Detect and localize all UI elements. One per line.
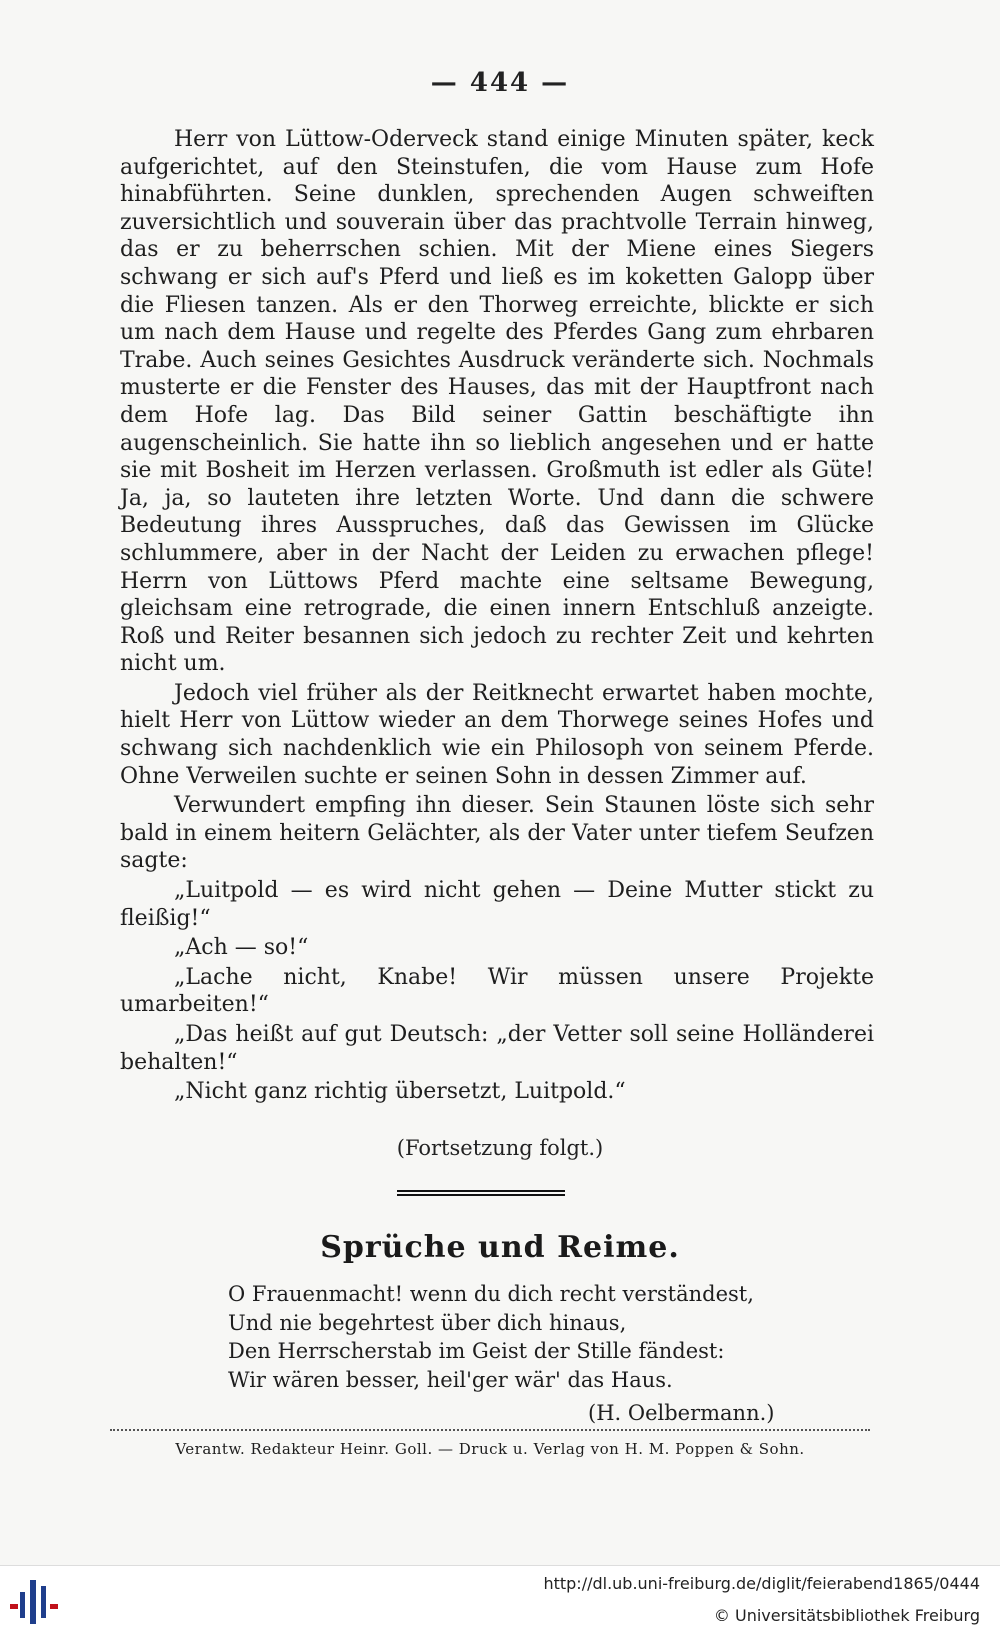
poem-author: (H. Oelbermann.) xyxy=(588,1401,775,1425)
section-separator xyxy=(397,1190,565,1196)
story-paragraph: Herr von Lüttow-Oderveck stand einige Minuten später, keck aufgerichtet, auf den Steinstufen, die vom Hause zum Hofe hinabführten. Seine dunklen, sprechenden Augen schweiften zuversichtlich und souverain über das prachtvolle Terrain hinweg, das er zu beherrschen schien. Mit der Miene eines Siegers schwang er sich auf's Pferd und ließ es im koketten Galopp über die Fliesen tanzen. Als er den Thorweg erreichte, blickte er sich um nach dem Hause und regelte des Pferdes Gang zum ehrbaren Trabe. Auch seines Gesichtes Ausdruck veränderte sich. Nochmals musterte er die Fenster des Hauses, das mit der Hauptfront nach dem Hofe lag. Das Bild seiner Gattin beschäftigte ihn augenscheinlich. Sie hatte ihn so lieblich angesehen und er hatte sie mit Bosheit im Herzen verlassen. Großmuth ist edler als Güte! Ja, ja, so lauteten ihre letzten Worte. Und dann die schwere Bedeutung ihres Ausspruches, daß das Gewissen im Glücke schlummere, aber in der Nacht der Leiden zu erwachen pflege! Herrn von Lüttows Pferd machte eine seltsame Bewegung, gleichsam eine retrograde, die einen innern Entschluß anzeigte. Roß und Reiter besannen sich jedoch zu rechter Zeit und kehrten nicht um. xyxy=(120,127,874,677)
story-dialogue: „Lache nicht, Knabe! Wir müssen unsere Projekte umarbeiten!“ xyxy=(120,964,874,1018)
dotted-rule xyxy=(110,1429,870,1431)
logo-bar xyxy=(50,1604,58,1609)
continuation-note: (Fortsetzung folgt.) xyxy=(396,1136,604,1160)
logo-bar xyxy=(10,1604,18,1609)
poem-line: Und nie begehrtest über dich hinaus, xyxy=(228,1310,627,1335)
logo-bar xyxy=(30,1580,36,1624)
poem-body xyxy=(228,1280,848,1394)
poem-title: Sprüche und Reime. xyxy=(320,1230,680,1265)
logo-bar xyxy=(20,1592,25,1618)
story-dialogue: „Ach — so!“ xyxy=(174,935,309,961)
story-paragraph: Jedoch viel früher als der Reitknecht erwartet haben mochte, hielt Herr von Lüttow wieder an dem Thorwege seines Hofes und schwang sich nachdenklich wie ein Philosoph von seinem Pferde. Ohne Verweilen suchte er seinen Sohn in dessen Zimmer auf. xyxy=(120,680,874,789)
poem-line: Wir wären besser, heil'ger wär' das Haus. xyxy=(228,1367,673,1392)
story-paragraph: Verwundert empfing ihn dieser. Sein Staunen löste sich sehr bald in einem heitern Gelächter, als der Vater unter tiefem Seufzen sagte: xyxy=(120,793,874,874)
poem-line: Den Herrscherstab im Geist der Stille fändest: xyxy=(228,1339,725,1364)
logo-bar xyxy=(41,1586,46,1618)
ub-freiburg-logo-icon[interactable] xyxy=(6,1574,62,1630)
permalink-url[interactable]: http://dl.ub.uni-freiburg.de/diglit/feierabend1865/0444 xyxy=(543,1574,980,1593)
copyright-notice: © Universitätsbibliothek Freiburg xyxy=(713,1606,980,1625)
story-dialogue: „Nicht ganz richtig übersetzt, Luitpold.“ xyxy=(174,1079,626,1105)
story-dialogue: „Luitpold — es wird nicht gehen — Deine Mutter stickt zu fleißig!“ xyxy=(120,878,874,931)
story-text xyxy=(120,126,874,1106)
poem-line: O Frauenmacht! wenn du dich recht verständest, xyxy=(228,1282,754,1306)
imprint-line: Verantw. Redakteur Heinr. Goll. — Druck u. Verlag von H. M. Poppen & Sohn. xyxy=(175,1440,805,1458)
story-dialogue: „Das heißt auf gut Deutsch: „der Vetter soll seine Holländerei behalten!“ xyxy=(120,1022,874,1075)
page-number: — 444 — xyxy=(430,68,570,98)
